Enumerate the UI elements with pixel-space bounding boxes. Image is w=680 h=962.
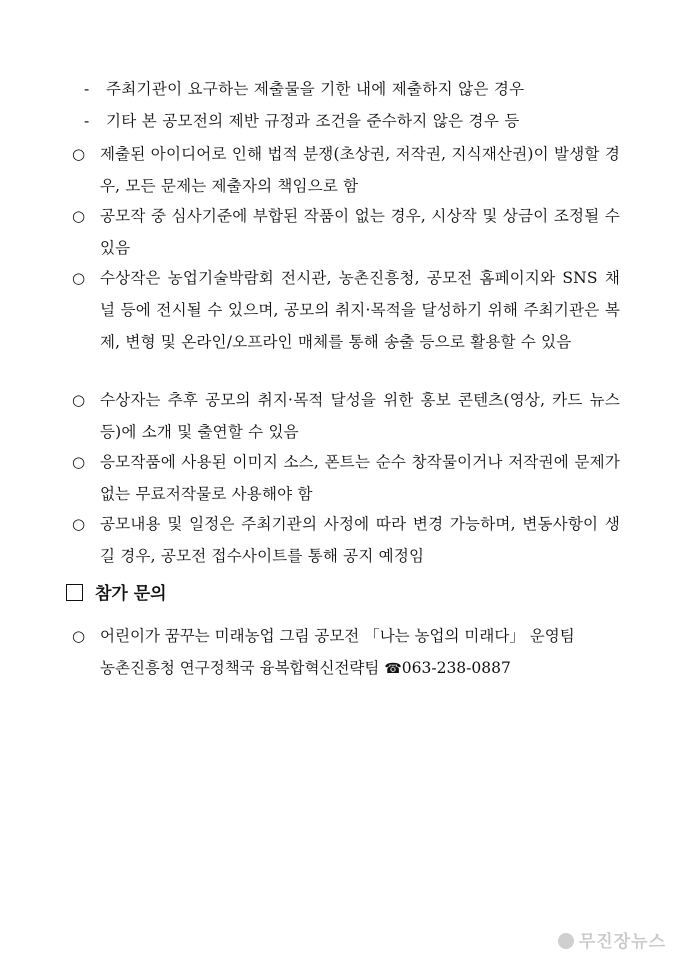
contact-phone: 063-238-0887 [401,659,511,677]
contact-block [72,620,632,685]
contact-line-team: 어린이가 꿈꾸는 미래농업 그림 공모전 「나는 농업의 미래다」 운영팀 [100,627,575,645]
dash-item [84,78,524,100]
dash-item-text: 주최기관이 요구하는 제출물을 기한 내에 제출하지 않은 경우 [106,80,525,98]
bullet-text: 응모작품에 사용된 이미지 소스, 폰트는 순수 창작물이거나 저작권에 문제가 없는 무료저작물로 사용해야 함 [100,453,620,503]
bullet-text: 제출된 아이디어로 인해 법적 분쟁(초상권, 저작권, 지식재산권)이 발생할 경우, 모든 문제는 제출자의 책임으로 함 [100,145,620,195]
bullet-item [72,508,620,572]
checkbox-square-icon [66,584,83,601]
bullet-item [72,138,620,202]
bullet-text: 수상자는 추후 공모의 취지·목적 달성을 위한 홍보 콘텐츠(영상, 카드 뉴스 등)에 소개 및 출연할 수 있음 [100,391,620,441]
circle-bullet-icon: ○ [72,515,86,533]
circle-bullet-icon: ○ [72,269,86,287]
circle-bullet-icon: ○ [72,627,86,645]
circle-bullet-icon: ○ [72,391,86,409]
bullet-item [72,262,620,358]
watermark-text: 무진장뉴스 [578,932,666,952]
bullet-item [72,446,620,510]
bullet-text: 공모작 중 심사기준에 부합된 작품이 없는 경우, 시상작 및 상금이 조정될 수 있음 [100,207,620,257]
contact-org: 농촌진흥청 연구정책국 융복합혁신전략팀 [100,659,380,677]
circle-bullet-icon: ○ [72,207,86,225]
bullet-item [72,200,620,264]
dash-item-text: 기타 본 공모전의 제반 규정과 조건을 준수하지 않은 경우 등 [106,112,520,130]
bullet-text: 공모내용 및 일정은 주최기관의 사정에 따라 변경 가능하며, 변동사항이 생길 경우, 공모전 접수사이트를 통해 공지 예정임 [100,515,620,565]
bullet-text: 수상작은 농업기술박람회 전시관, 농촌진흥청, 공모전 홈페이지와 SNS 채널 등에 전시될 수 있으며, 공모의 취지·목적을 달성하기 위해 주최기관은 복제, 변형 및 온라인/오프라인 매체를 통해 송출 등으로 활용할 수 있음 [100,269,620,351]
section-header [66,580,167,608]
watermark [558,927,666,952]
circle-bullet-icon: ○ [72,145,86,163]
phone-icon: ☎ [384,661,402,677]
circle-bullet-icon: ○ [72,453,86,471]
section-title: 참가 문의 [95,584,167,604]
watermark-logo-icon [558,933,574,949]
bullet-item [72,384,620,448]
dash-marker: - [84,80,90,98]
dash-item [84,110,520,132]
contact-line-org [100,652,632,685]
dash-marker: - [84,112,90,130]
